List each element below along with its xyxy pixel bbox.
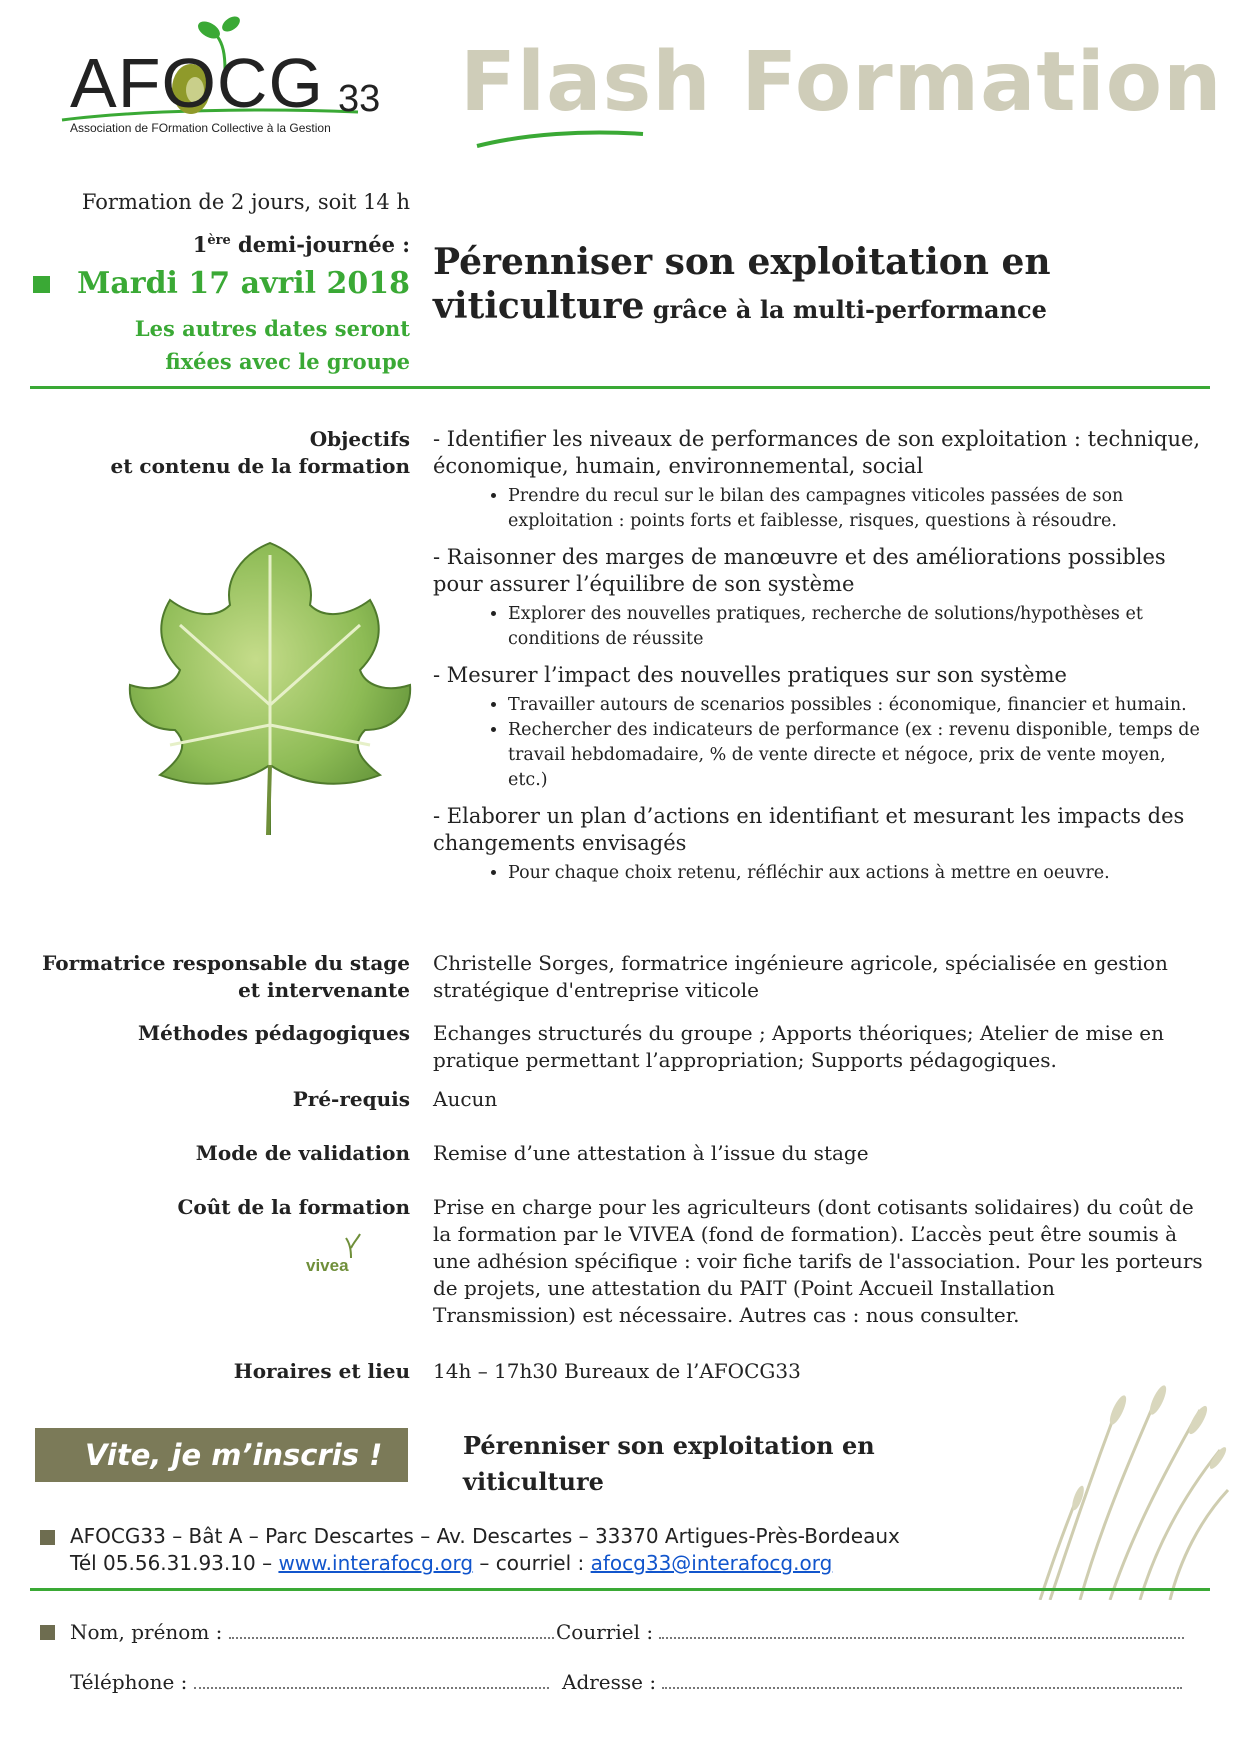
hours-label: Horaires et lieu [233,1359,410,1383]
duration-text: Formation de 2 jours, soit 14 h [81,190,410,214]
vivea-logo [306,1232,396,1284]
logo-tagline: Association de FOrmation Collective à la Gestion [70,121,331,135]
objective-item [433,544,1203,652]
bullet-square [40,1625,55,1640]
phone-field-row [70,1669,549,1694]
contact-block [70,1523,900,1577]
cost-label: Coût de la formation [177,1195,410,1219]
bullet-square [33,276,50,293]
validation-label: Mode de validation [195,1141,410,1165]
email-link[interactable]: afocg33@interafocg.org [590,1551,833,1575]
contact-line: Tél 05.56.31.93.10 – www.interafocg.org – courriel : afocg33@interafocg.org [70,1551,833,1575]
objective-heading: - Raisonner des marges de manœuvre et des améliorations possibles pour assurer l’équilibre de son système [433,545,1166,596]
name-field-row [70,1619,554,1644]
objective-item [433,803,1203,886]
postal-address: AFOCG33 – Bât A – Parc Descartes – Av. Descartes – 33370 Artigues-Près-Bordeaux [70,1524,900,1548]
objective-item [433,662,1203,793]
methods-label: Méthodes pédagogiques [138,1021,410,1045]
bullet-square [40,1530,55,1545]
objectives-label: Objectifs et contenu de la formation [110,427,410,478]
methods-value: Echanges structurés du groupe ; Apports théoriques; Atelier de mise en pratique permettant l’appropriation; Supports pédagogiques. [433,1021,1165,1072]
objectives-content [433,426,1203,896]
website-link[interactable]: www.interafocg.org [278,1551,474,1575]
objective-heading: - Elaborer un plan d’actions en identifiant et mesurant les impacts des changements envisagés [433,804,1185,855]
divider [30,386,1210,389]
signup-course-title: Pérenniser son exploitation en viticulture [463,1431,875,1496]
vivea-sprout-icon [340,1232,362,1258]
hours-value: 14h – 17h30 Bureaux de l’AFOCG33 [433,1359,801,1383]
other-dates-note: Les autres dates seront fixées avec le groupe [134,316,410,374]
objective-bullet: • Prendre du recul sur le bilan des campagnes viticoles passées de son exploitation : points forts et faiblesse, risques, questions à résoudre. [508,484,1203,534]
email-label: Courriel : [556,1620,654,1644]
name-field[interactable] [229,1619,554,1639]
grass-illustration [1030,1370,1230,1600]
vivea-logo-text: vivea [306,1256,349,1275]
register-button[interactable]: Vite, je m’inscris ! [35,1428,408,1482]
objective-heading: - Identifier les niveaux de performances de son exploitation : technique, économique, humain, environnemental, social [433,427,1201,478]
prerequisites-label: Pré-requis [292,1087,410,1111]
objective-item [433,426,1203,534]
objective-bullet: • Explorer des nouvelles pratiques, recherche de solutions/hypothèses et conditions de réussite [508,602,1203,652]
phone-label: Téléphone : [70,1670,188,1694]
prerequisites-value: Aucun [433,1087,498,1111]
email-field-row [556,1619,1184,1644]
first-half-day-label: 1ère demi-journée : [192,232,410,257]
validation-value: Remise d’une attestation à l’issue du stage [433,1141,869,1165]
objective-bullet: • Pour chaque choix retenu, réfléchir aux actions à mettre en oeuvre. [508,861,1203,886]
trainer-label: Formatrice responsable du stage et intervenante [42,951,410,1002]
objective-bullet: • Rechercher des indicateurs de performance (ex : revenu disponible, temps de travail hebdomadaire, % de vente directe et négoce, prix de vente moyen, etc.) [508,718,1203,793]
divider [30,1588,1210,1591]
banner-swoosh [475,128,645,150]
logo-number: 33 [338,78,381,120]
email-field[interactable] [659,1619,1184,1639]
address-field[interactable] [662,1669,1182,1689]
objective-heading: - Mesurer l’impact des nouvelles pratiques sur son système [433,663,1067,687]
objective-bullet: • Travailler autours de scenarios possibles : économique, financier et humain. [508,693,1203,718]
trainer-value: Christelle Sorges, formatrice ingénieure agricole, spécialisée en gestion stratégique d'entreprise viticole [433,951,1168,1002]
phone-field[interactable] [194,1669,549,1689]
course-title: Pérenniser son exploitation en viticulture grâce à la multi-performance [433,241,1051,327]
cost-value: Prise en charge pour les agriculteurs (dont cotisants solidaires) du coût de la formation par le VIVEA (fond de formation). L’accès peut être soumis à une adhésion spécifique : voir fiche tarifs de l'association. Pour les porteurs de projets, une attestation du PAIT (Point Accueil Installation Transmission) est nécessaire. Autres cas : nous consulter. [433,1195,1203,1327]
vine-leaf-illustration [120,535,420,845]
session-date: Mardi 17 avril 2018 [77,266,410,301]
logo-text: AFOCG [70,44,324,122]
banner-title: Flash Formation [460,35,1223,130]
name-label: Nom, prénom : [70,1620,223,1644]
address-label: Adresse : [562,1670,657,1694]
address-field-row [562,1669,1182,1694]
